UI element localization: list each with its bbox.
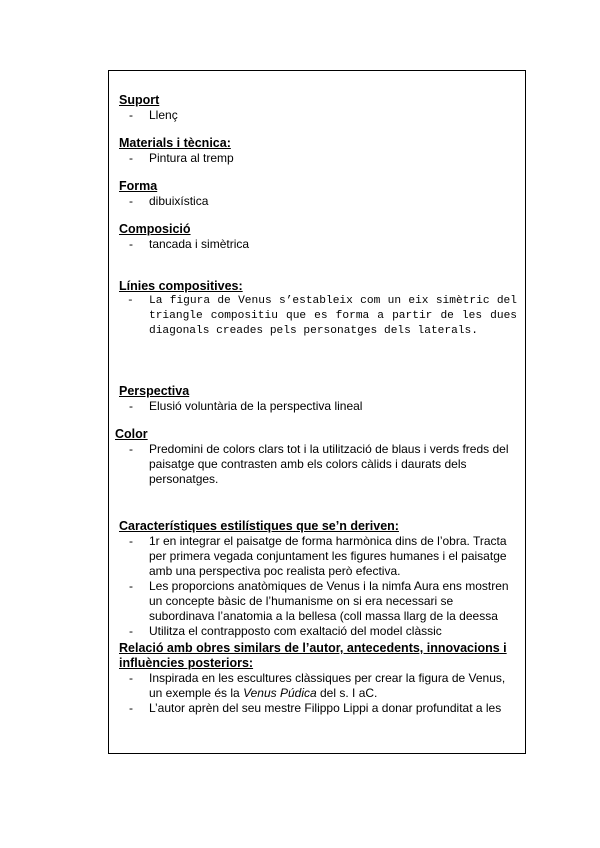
- list-item: - La figura de Venus s’estableix com un eix simètric del triangle compositiu que es forma a partir de les dues diagonals creades pels personatges dels laterals.: [127, 295, 517, 337]
- heading-relacio: Relació amb obres similars de l’autor, antecedents, innovacions i influències posteriors:: [119, 641, 507, 670]
- heading-forma: Forma: [119, 179, 158, 193]
- section-linies: [119, 279, 517, 339]
- list-item: - tancada i simètrica: [129, 237, 250, 251]
- list-item: - 1r en integrar el paisatge de forma harmònica dins de l’obra. Tracta per primera vegada conjuntament les figures humanes i el paisatge amb una perspectiva poc realista però efectiva.: [129, 534, 507, 578]
- section-suport: [119, 93, 517, 123]
- section-color: [115, 427, 517, 487]
- list-item: - Predomini de colors clars tot i la utilització de blaus i verds freds del paisatge que contrasten amb els colors càlids i daurats dels personatges.: [129, 442, 509, 486]
- section-forma: [119, 179, 517, 209]
- heading-color: Color: [115, 427, 148, 441]
- list-item: - Pintura al tremp: [129, 151, 234, 165]
- section-relacio: [119, 641, 517, 716]
- list-item: - Utilitza el contrapposto com exaltació del model clàssic: [129, 624, 442, 638]
- list-item: - dibuixística: [129, 194, 209, 208]
- heading-linies: Línies compositives:: [119, 279, 243, 293]
- heading-composicio: Composició: [119, 222, 191, 236]
- list-item: - Inspirada en les escultures clàssiques per crear la figura de Venus, un exemple és la Venus Púdica del s. I aC.: [129, 671, 506, 700]
- list-item: - Elusió voluntària de la perspectiva lineal: [129, 399, 363, 413]
- heading-suport: Suport: [119, 93, 160, 107]
- heading-perspectiva: Perspectiva: [119, 384, 190, 398]
- document-frame: [108, 70, 526, 754]
- list-item: - Les proporcions anatòmiques de Venus i la nimfa Aura ens mostren un concepte bàsic de l’humanisme on si era necessari se subordinava l’anatomia a la bellesa (coll massa llarg de la deessa: [129, 579, 509, 623]
- section-materials: [119, 136, 517, 166]
- heading-materials: Materials i tècnica:: [119, 136, 231, 150]
- heading-caracteristiques: Característiques estilístiques que se’n deriven:: [119, 519, 399, 533]
- section-composicio: [119, 222, 517, 252]
- list-item: - L’autor aprèn del seu mestre Filippo Lippi a donar profunditat a les: [129, 701, 502, 715]
- section-perspectiva: [119, 384, 517, 414]
- list-item: - Llenç: [129, 108, 178, 122]
- section-caracteristiques: [119, 519, 517, 639]
